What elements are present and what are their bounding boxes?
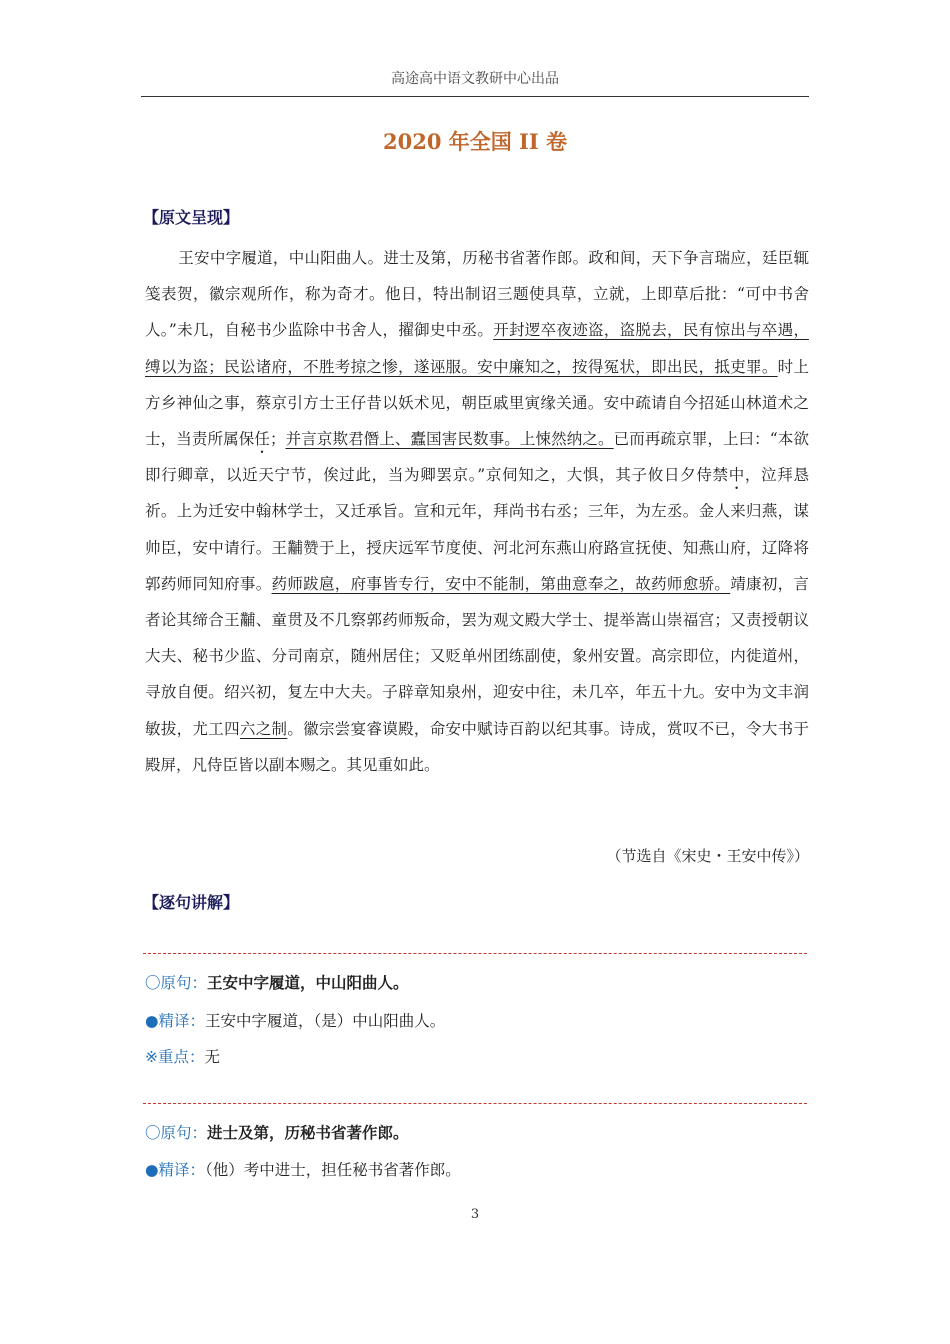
translation-text: 王安中字履道，（是）中山阳曲人。 <box>205 1012 446 1030</box>
passage-part: 时上方乡神仙之事，蔡京引方士王仔昔以妖术见，朝臣戚里寅缘关通。安中疏请自今招延山林道术之士，当责所属保 <box>145 357 809 449</box>
item-2-translation <box>145 1158 461 1180</box>
original-sentence: 进士及第，历秘书省著作郎。 <box>207 1124 409 1142</box>
item-separator <box>143 1103 807 1104</box>
item-separator <box>143 953 807 954</box>
document-title: 2020 年全国 II 卷 <box>382 129 568 154</box>
passage-part: ； <box>269 430 286 449</box>
page-number: 3 <box>470 1207 480 1222</box>
underlined-sentence: 药师跋扈，府事皆专行，安中不能制，第曲意奉之，故药师愈骄。 <box>271 574 731 593</box>
key-points-label: ※重点： <box>145 1048 205 1066</box>
key-points-text: 无 <box>204 1048 221 1066</box>
translation-text: （他）考中进士，担任秘书省著作郎。 <box>205 1161 461 1179</box>
dotted-character: 任 <box>254 430 270 449</box>
original-passage <box>145 240 809 783</box>
original-label: 〇原句： <box>145 1124 208 1142</box>
passage-part: 靖康初，言者论其缔合王黼、童贯及不几察郭药师叛命，罢为观文殿大学士、提举嵩山崇福宫；又责授朝议大夫、秘书少监、分司南京，随州居住；又贬单州团练副使，象州安置。高宗即位，内徙道州，寻放自便。绍兴初，复左中大夫。子辟章知泉州，迎安中往，未几卒，年五十九。安中为文丰润敏拔，尤工四 <box>145 574 809 738</box>
passage-part: ，泣拜恳祈。上为迁安中翰林学士，又迁承旨。宣和元年，拜尚书右丞；三年，为左丞。金人来归燕，谋帅臣，安中请行。王黼赞于上，授庆远军节度使、河北河东燕山府路宣抚使、知燕山府，辽降将郭药师同知府事。 <box>145 466 809 593</box>
source-citation: （节选自《宋史・王安中传》） <box>606 847 809 865</box>
passage-part: 已而再疏京罪，上曰：“本欲即行卿章，以近天宁节，俟过此，当为卿罢京。”京伺知之，大惧，其子攸日夕侍禁 <box>145 430 809 485</box>
underlined-sentence: 并言京欺君僭上、蠹国害民数事。上悚然纳之。 <box>285 430 614 449</box>
underlined-sentence: 开封逻卒夜迹盗，盗脱去，民有惊出与卒遇，缚以为盗；民讼诸府，不胜考掠之惨，遂诬服。安中廉知之，按得冤状，即出民，抵吏罪。 <box>145 321 809 376</box>
dotted-character: 中 <box>728 466 745 485</box>
passage-part: 。徽宗尝宴睿谟殿，命安中赋诗百韵以纪其事。诗成，赏叹不已，令大书于殿屏，凡侍臣皆以副本赐之。其见重如此。 <box>145 719 809 774</box>
item-1-key-points <box>145 1045 220 1067</box>
section-heading-original: 【原文呈现】 <box>143 208 240 227</box>
passage-part: 王安中字履道，中山阳曲人。进士及第，历秘书省著作郎。政和间，天下争言瑞应，廷臣辄笺表贺，徽宗观所作，称为奇才。他日，特出制诏三题使具草，立就，上即草后批：“可中书舍人。”未几，自秘书少监除中书舍人，擢御史中丞。 <box>145 249 809 340</box>
header-rule <box>141 96 809 97</box>
original-sentence: 王安中字履道，中山阳曲人。 <box>207 974 409 992</box>
item-1-translation <box>145 1009 445 1031</box>
item-1-original <box>145 971 409 993</box>
translation-label: ●精译： <box>145 1161 206 1179</box>
section-heading-explain: 【逐句讲解】 <box>143 893 240 912</box>
item-2-original <box>145 1121 409 1143</box>
underlined-phrase: 六之制 <box>239 719 288 738</box>
original-label: 〇原句： <box>145 974 208 992</box>
page-header: 高途高中语文教研中心出品 <box>391 71 559 87</box>
translation-label: ●精译： <box>145 1012 206 1030</box>
